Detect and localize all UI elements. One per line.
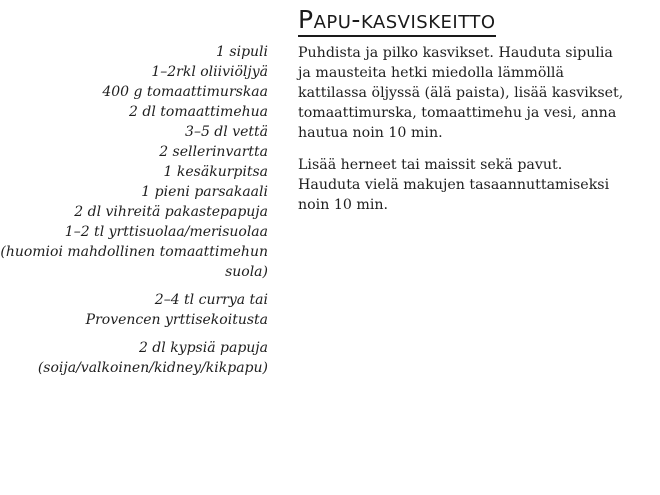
ingredient-item: 2 dl tomaattimehua [129,104,268,120]
method-line: kattilassa öljyssä (älä paista), lisää kasvikset, [298,85,624,101]
ingredient-item: 1–2 tl yrttisuolaa/merisuolaa [64,224,268,240]
method-line: hautua noin 10 min. [298,125,443,141]
method-section [298,43,660,227]
ingredient-item: 1–2rkl oliiviöljyä [151,64,268,80]
recipe-title: Papu-kasviskeitto [298,6,496,37]
ingredient-item: suola) [225,264,268,280]
ingredient-item: 2 dl kypsiä papuja [138,340,268,356]
method-paragraph [298,43,660,143]
method-paragraph [298,155,660,215]
method-line: Lisää herneet tai maissit sekä pavut. [298,157,563,173]
ingredient-item: (soija/valkoinen/kidney/kikpapu) [37,360,268,376]
ingredient-item: 1 sipuli [216,44,268,60]
method-line: ja mausteita hetki miedolla lämmöllä [298,65,564,81]
ingredient-item: 1 pieni parsakaali [141,184,268,200]
ingredient-item: 2 dl vihreitä pakastepapuja [74,204,268,220]
method-line: tomaattimurska, tomaattimehu ja vesi, anna [298,105,617,121]
ingredient-item: 3–5 dl vettä [185,124,268,140]
ingredient-item: 400 g tomaattimurskaa [102,84,268,100]
method-line: noin 10 min. [298,197,389,213]
method-line: Hauduta vielä makujen tasaannuttamiseksi [298,177,610,193]
ingredient-list [0,42,268,378]
method-line: Puhdista ja pilko kasvikset. Hauduta sipulia [298,45,613,61]
ingredient-item: Provencen yrttisekoitusta [85,312,268,328]
ingredient-item: 1 kesäkurpitsa [163,164,268,180]
ingredient-item: 2–4 tl currya tai [154,292,268,308]
ingredient-item: 2 sellerinvartta [159,144,268,160]
ingredient-item: (huomioi mahdollinen tomaattimehun [0,244,268,260]
